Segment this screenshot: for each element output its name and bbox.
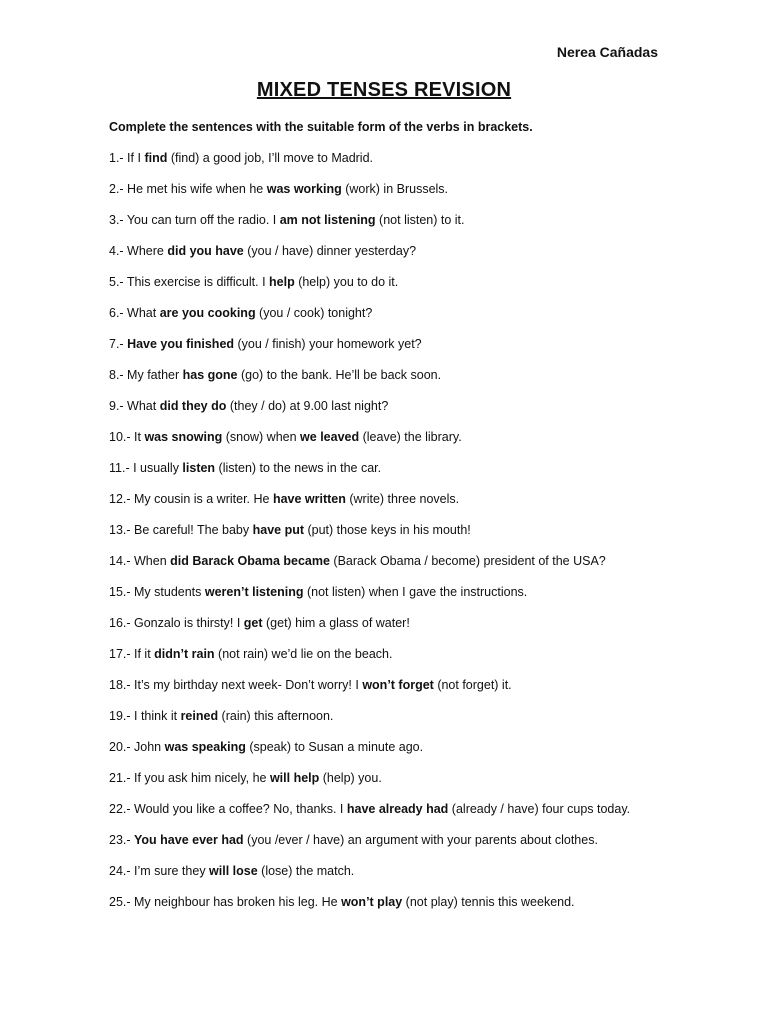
- sentence-text: 15.- My students: [109, 585, 205, 599]
- sentence-text: 19.- I think it: [109, 709, 181, 723]
- exercise-item: [109, 336, 729, 367]
- sentence-text: 11.- I usually: [109, 461, 183, 475]
- sentence-text: 2.- He met his wife when he: [109, 182, 267, 196]
- answer-text: weren’t listening: [204, 585, 304, 599]
- answer-text: have put: [252, 523, 305, 537]
- exercise-item: [109, 708, 729, 739]
- sentence-text: (lose) the match.: [257, 864, 355, 878]
- sentence-text: 8.- My father: [109, 368, 183, 382]
- exercise-item: [109, 305, 729, 336]
- answer-text: has gone: [182, 368, 238, 382]
- sentence-text: (write) three novels.: [345, 492, 460, 506]
- answer-text: You have ever had: [134, 833, 244, 847]
- exercise-item: [109, 212, 729, 243]
- answer-text: Have you finished: [127, 337, 235, 351]
- sentence-text: 6.- What: [109, 306, 160, 320]
- instructions: Complete the sentences with the suitable form of the verbs in brackets.: [109, 120, 533, 134]
- sentence-text: 12.- My cousin is a writer. He: [109, 492, 273, 506]
- sentence-text: 20.- John: [109, 740, 165, 754]
- sentence-text: (not listen) to it.: [375, 213, 465, 227]
- exercise-item: [109, 894, 729, 925]
- sentence-text: (Barack Obama / become) president of the USA?: [329, 554, 606, 568]
- sentence-text: 9.- What: [109, 399, 160, 413]
- exercise-item: [109, 274, 729, 305]
- sentence-text: (they / do) at 9.00 last night?: [226, 399, 389, 413]
- answer-text: will help: [269, 771, 320, 785]
- sentence-text: (you / cook) tonight?: [255, 306, 373, 320]
- exercise-item: [109, 429, 729, 460]
- sentence-text: 18.- It’s my birthday next week- Don’t worry! I: [109, 678, 363, 692]
- sentence-text: (you /ever / have) an argument with your parents about clothes.: [243, 833, 598, 847]
- sentence-text: (already / have) four cups today.: [448, 802, 631, 816]
- author-name: Nerea Cañadas: [556, 44, 658, 60]
- sentence-text: (not listen) when I gave the instructions.: [303, 585, 528, 599]
- answer-text: we leaved: [300, 430, 360, 444]
- answer-text: have already had: [346, 802, 449, 816]
- answer-text: find: [144, 151, 168, 165]
- sentence-text: 14.- When: [109, 554, 171, 568]
- answer-text: did Barack Obama became: [170, 554, 330, 568]
- exercise-item: [109, 832, 729, 863]
- answer-text: won’t forget: [362, 678, 434, 692]
- sentence-text: (not play) tennis this weekend.: [402, 895, 575, 909]
- sentence-text: 21.- If you ask him nicely, he: [109, 771, 270, 785]
- sentence-text: (leave) the library.: [359, 430, 462, 444]
- sentence-text: (find) a good job, I’ll move to Madrid.: [167, 151, 374, 165]
- exercise-list: [109, 150, 729, 925]
- sentence-text: 3.- You can turn off the radio. I: [109, 213, 280, 227]
- exercise-item: [109, 863, 729, 894]
- sentence-text: 16.- Gonzalo is thirsty! I: [109, 616, 244, 630]
- exercise-item: [109, 553, 729, 584]
- answer-text: help: [269, 275, 295, 289]
- answer-text: did they do: [159, 399, 227, 413]
- sentence-text: 23.-: [109, 833, 135, 847]
- answer-text: are you cooking: [159, 306, 256, 320]
- sentence-text: 1.- If I: [109, 151, 145, 165]
- exercise-item: [109, 739, 729, 770]
- sentence-text: 22.- Would you like a coffee? No, thanks. I: [109, 802, 347, 816]
- sentence-text: 5.- This exercise is difficult. I: [109, 275, 270, 289]
- sentence-text: (help) you to do it.: [294, 275, 399, 289]
- exercise-item: [109, 801, 729, 832]
- answer-text: reined: [180, 709, 219, 723]
- exercise-item: [109, 615, 729, 646]
- sentence-text: (you / finish) your homework yet?: [234, 337, 422, 351]
- exercise-item: [109, 646, 729, 677]
- exercise-item: [109, 677, 729, 708]
- sentence-text: (snow) when: [222, 430, 301, 444]
- exercise-item: [109, 181, 729, 212]
- answer-text: am not listening: [279, 213, 376, 227]
- sentence-text: 7.-: [109, 337, 128, 351]
- answer-text: won’t play: [341, 895, 403, 909]
- sentence-text: (work) in Brussels.: [341, 182, 449, 196]
- sentence-text: (get) him a glass of water!: [262, 616, 410, 630]
- sentence-text: (listen) to the news in the car.: [215, 461, 382, 475]
- exercise-item: [109, 367, 729, 398]
- sentence-text: 17.- If it: [109, 647, 155, 661]
- sentence-text: 25.- My neighbour has broken his leg. He: [109, 895, 342, 909]
- exercise-item: [109, 398, 729, 429]
- answer-text: didn’t rain: [154, 647, 215, 661]
- sentence-text: 24.- I’m sure they: [109, 864, 210, 878]
- exercise-item: [109, 584, 729, 615]
- sentence-text: (not rain) we’d lie on the beach.: [214, 647, 393, 661]
- sentence-text: (help) you.: [319, 771, 382, 785]
- exercise-item: [109, 522, 729, 553]
- answer-text: was speaking: [164, 740, 246, 754]
- page-title: MIXED TENSES REVISION: [256, 79, 512, 101]
- sentence-text: (put) those keys in his mouth!: [304, 523, 471, 537]
- sentence-text: (you / have) dinner yesterday?: [243, 244, 417, 258]
- sentence-text: 4.- Where: [109, 244, 168, 258]
- answer-text: get: [243, 616, 263, 630]
- sentence-text: (not forget) it.: [433, 678, 512, 692]
- sentence-text: (go) to the bank. He’ll be back soon.: [237, 368, 442, 382]
- sentence-text: 10.- It: [109, 430, 145, 444]
- answer-text: did you have: [167, 244, 244, 258]
- sentence-text: (rain) this afternoon.: [218, 709, 334, 723]
- exercise-item: [109, 243, 729, 274]
- exercise-item: [109, 491, 729, 522]
- answer-text: was working: [266, 182, 342, 196]
- answer-text: was snowing: [144, 430, 223, 444]
- sentence-text: 13.- Be careful! The baby: [109, 523, 253, 537]
- answer-text: will lose: [209, 864, 258, 878]
- exercise-item: [109, 770, 729, 801]
- exercise-item: [109, 150, 729, 181]
- exercise-item: [109, 460, 729, 491]
- answer-text: listen: [182, 461, 216, 475]
- answer-text: have written: [272, 492, 346, 506]
- sentence-text: (speak) to Susan a minute ago.: [245, 740, 424, 754]
